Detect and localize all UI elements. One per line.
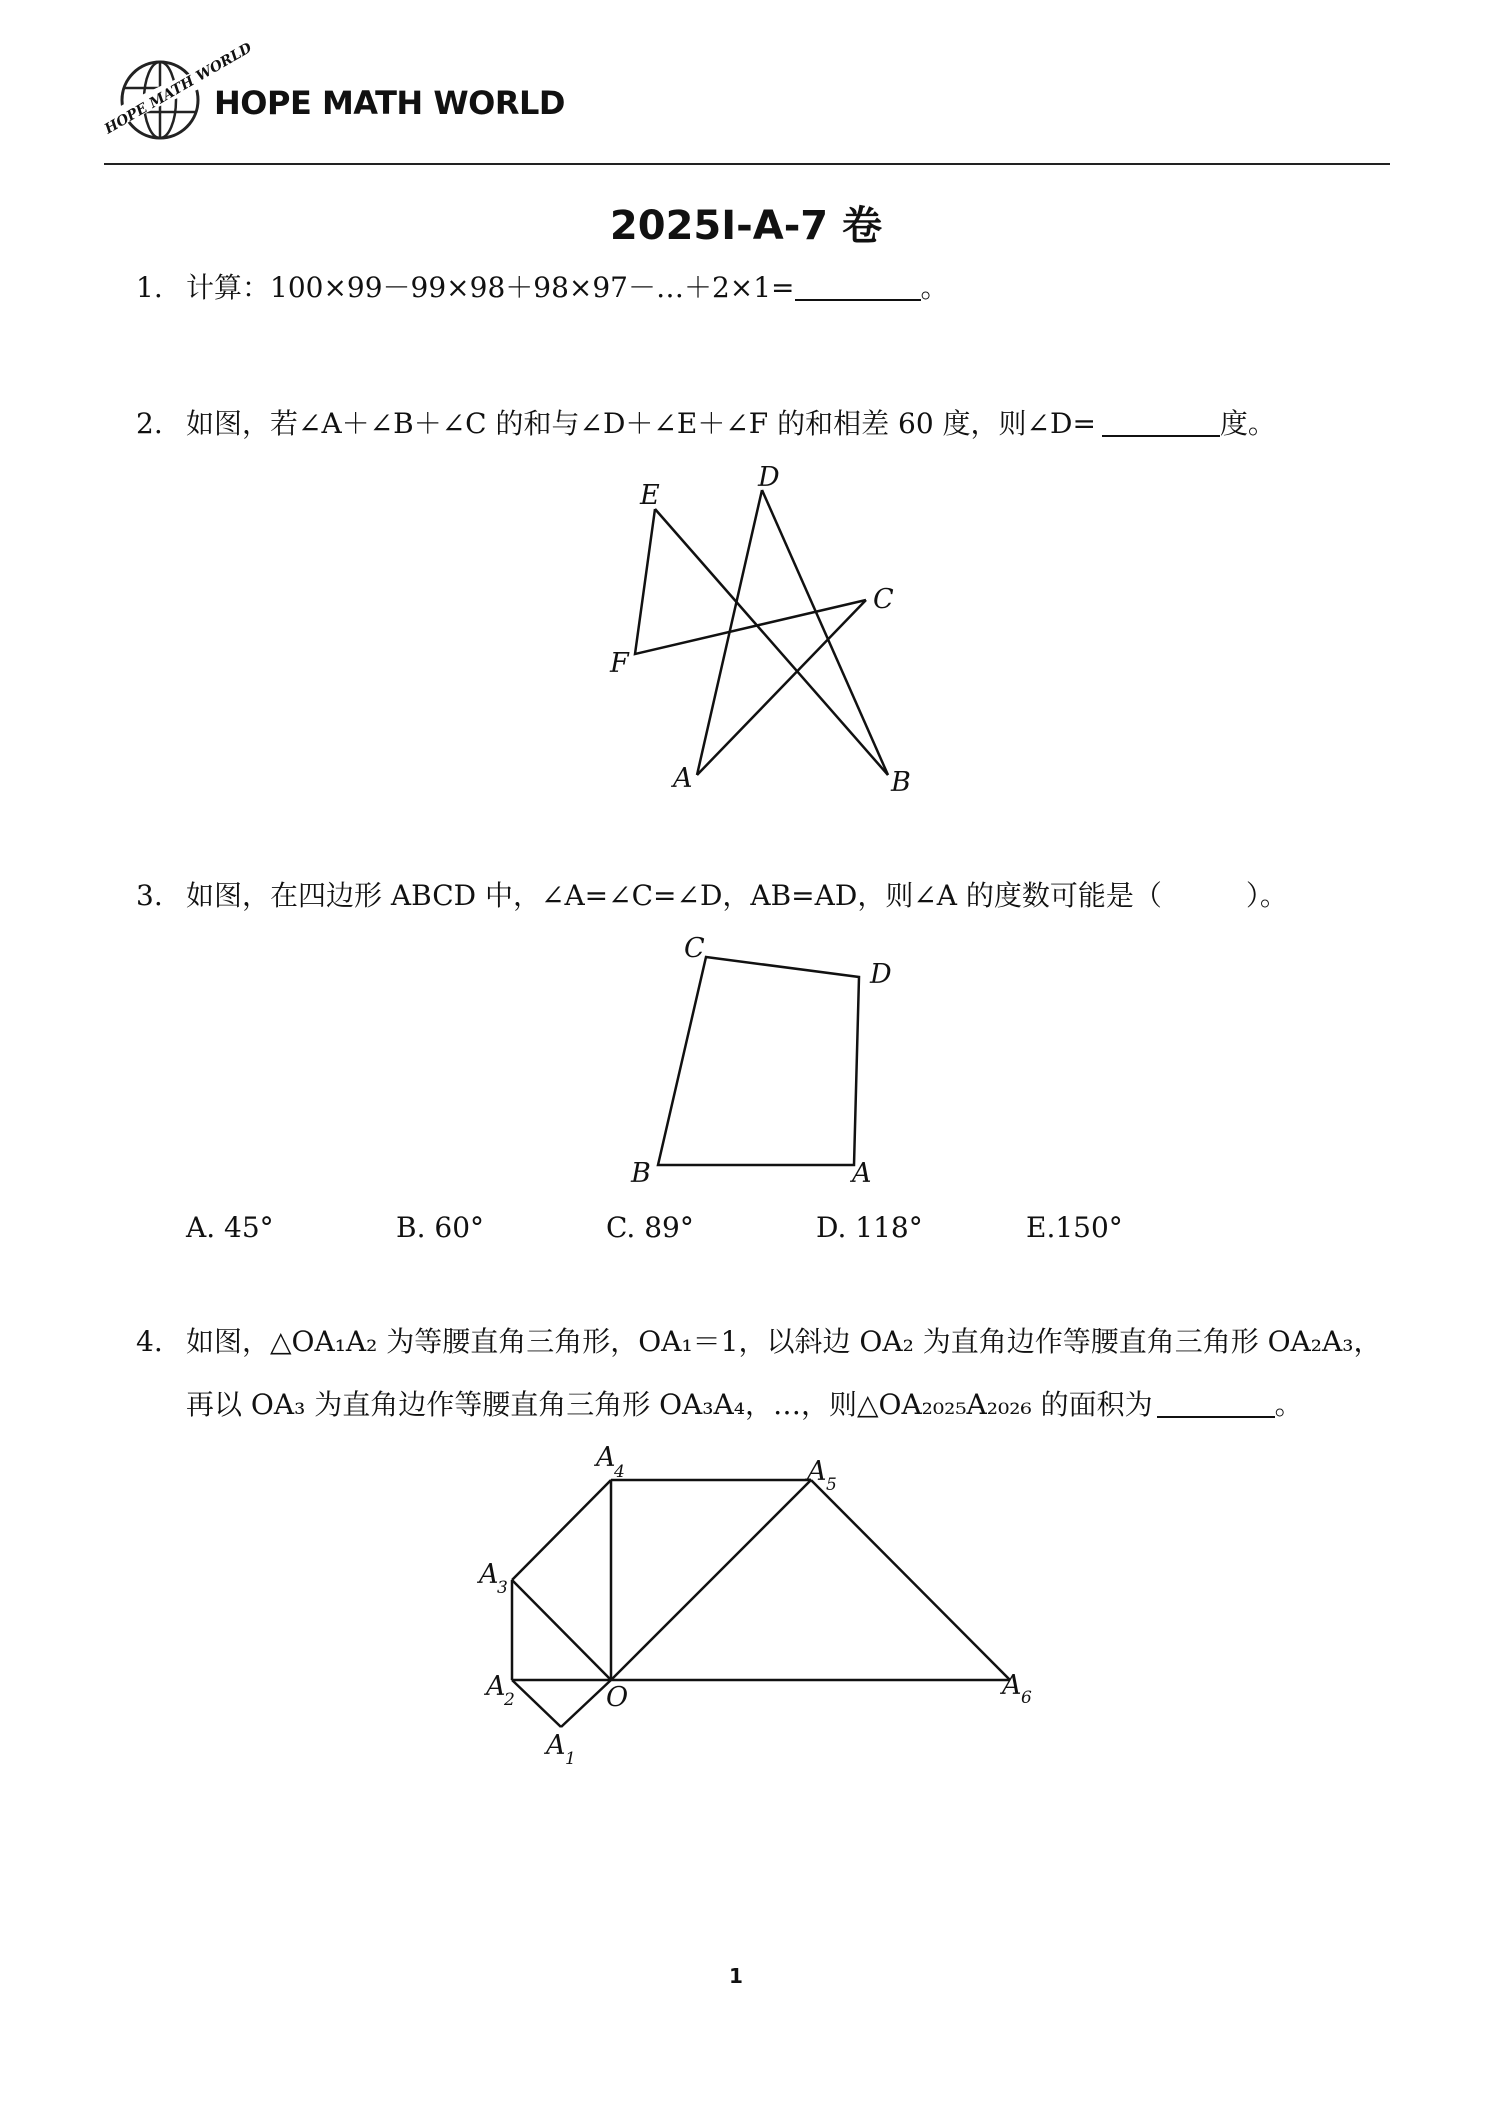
segment-a1-a2 xyxy=(512,1680,561,1727)
question-1-text: 计算：100×99－99×98＋98×97－…＋2×1= xyxy=(186,271,795,304)
segment-a5-a6 xyxy=(811,1480,1010,1680)
question-2-text: 如图，若∠A＋∠B＋∠C 的和与∠D＋∠E＋∠F 的和相差 60 度，则∠D= xyxy=(186,407,1096,440)
answer-blank-2 xyxy=(1102,405,1220,437)
triangle-efc-edge xyxy=(635,509,866,654)
question-4-line-1: 如图，△OA₁A₂ 为等腰直角三角形，OA₁＝1，以斜边 OA₂ 为直角边作等腰直角三角形 OA₂A₃， xyxy=(186,1325,1382,1358)
question-3-number: 3. xyxy=(136,879,163,912)
question-4-text: 再以 OA₃ 为直角边作等腰直角三角形 OA₃A₄，…，则△OA₂₀₂₅A₂₀₂₆ 的面积为 xyxy=(186,1388,1153,1421)
label-a4: A xyxy=(596,1442,616,1473)
label-a2-subscript: 2 xyxy=(504,1690,515,1710)
page-title: 2025I-A-7 卷 xyxy=(609,203,883,249)
option-e: E.150° xyxy=(1026,1211,1123,1244)
segment-a3-o xyxy=(512,1580,611,1680)
segment-ac xyxy=(697,600,866,775)
answer-blank-4 xyxy=(1157,1386,1275,1418)
segment-a3-a4 xyxy=(512,1480,611,1580)
logo xyxy=(100,40,255,144)
label-a6-subscript: 6 xyxy=(1021,1688,1032,1708)
label-a6: A xyxy=(1002,1670,1022,1701)
option-a: A. 45° xyxy=(186,1211,274,1244)
label-a: A xyxy=(673,763,693,794)
label-e: E xyxy=(640,480,660,511)
question-1-suffix: 。 xyxy=(920,271,949,304)
label-o: O xyxy=(606,1682,629,1713)
option-d: D. 118° xyxy=(816,1211,923,1244)
label-f: F xyxy=(610,648,629,679)
answer-blank-1 xyxy=(795,269,921,301)
label-a1: A xyxy=(546,1730,566,1761)
label-a1-subscript: 1 xyxy=(565,1749,576,1769)
question-3-text: 如图，在四边形 ABCD 中，∠A=∠C=∠D，AB=AD，则∠A 的度数可能是（ ）。 xyxy=(186,879,1288,912)
segment-db xyxy=(762,490,888,775)
segment-a5-o xyxy=(611,1480,811,1680)
question-4-number: 4. xyxy=(136,1325,163,1358)
segment-o-a1 xyxy=(561,1680,611,1727)
question-2-suffix: 度。 xyxy=(1219,407,1276,440)
segment-da xyxy=(697,490,762,775)
question-2-number: 2. xyxy=(136,407,163,440)
label-a3-subscript: 3 xyxy=(497,1578,508,1598)
label-b: B xyxy=(891,767,911,798)
globe-icon xyxy=(100,40,255,144)
label-d: D xyxy=(870,959,892,990)
quadrilateral-abcd xyxy=(658,957,859,1165)
label-d: D xyxy=(758,462,780,493)
label-a2: A xyxy=(486,1671,506,1702)
label-c: C xyxy=(873,584,894,615)
label-c: C xyxy=(684,933,705,964)
header-rule xyxy=(104,163,1390,165)
label-a: A xyxy=(852,1158,872,1189)
label-a5-subscript: 5 xyxy=(826,1475,837,1495)
label-a4-subscript: 4 xyxy=(614,1462,625,1482)
label-a5: A xyxy=(807,1456,827,1487)
figure-3-quadrilateral xyxy=(620,920,920,1190)
question-1-number: 1. xyxy=(136,271,163,304)
logo-text: HOPE MATH WORLD xyxy=(102,40,255,138)
question-4-suffix: 。 xyxy=(1274,1388,1303,1421)
figure-2-star xyxy=(590,452,930,802)
option-c: C. 89° xyxy=(606,1211,694,1244)
brand-name: HOPE MATH WORLD xyxy=(214,84,565,122)
page-number: 1 xyxy=(729,1964,743,1988)
option-b: B. 60° xyxy=(396,1211,485,1244)
question-4-line-2 xyxy=(186,1385,1303,1425)
question-2 xyxy=(186,404,1276,444)
question-1 xyxy=(186,268,949,308)
label-a3: A xyxy=(479,1559,499,1590)
label-b: B xyxy=(631,1158,651,1189)
figure-4-spiral xyxy=(470,1430,1050,1780)
